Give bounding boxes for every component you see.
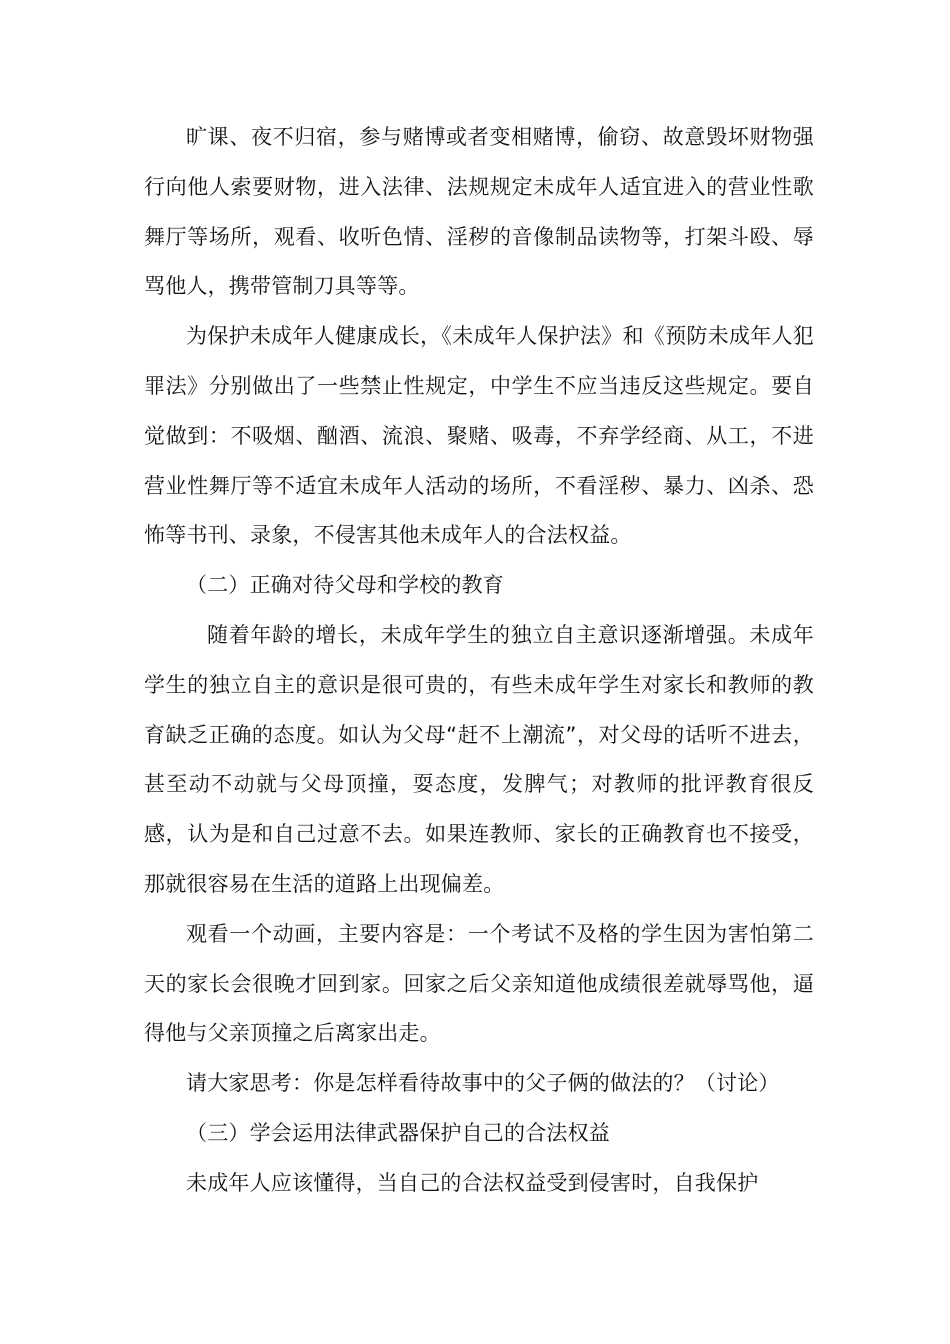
paragraph-discussion-prompt: 请大家思考：你是怎样看待故事中的父子俩的做法的？（讨论） [186,1071,780,1096]
paragraph-self-protection: 未成年人应该懂得，当自己的合法权益受到侵害时，自我保护 [186,1170,759,1195]
paragraph-protection-laws: 为保护未成年人健康成长，《未成年人保护法》和《预防未成年人犯罪法》分别做出了一些禁止性规定，中学生不应当违反这些规定。要自觉做到：不吸烟、酗酒、流浪、聚赌、吸毒，不弃学经商、从工，不进营业性舞厅等不适宜未成年人活动的场所，不看淫秽、暴力、凶杀、恐怖等书刊、录象，不侵害其他未成年人的合法权益。 [144,324,814,548]
section-heading-2: （二）正确对待父母和学校的教育 [186,573,504,598]
paragraph-prohibited-behaviors: 旷课、夜不归宿，参与赌博或者变相赌博，偷窃、故意毁坏财物强行向他人索要财物，进入法律、法规规定未成年人适宜进入的营业性歌舞厅等场所，观看、收听色情、淫秽的音像制品读物等，打架斗殴、辱骂他人，携带管制刀具等等。 [144,125,814,299]
paragraph-animation: 观看一个动画，主要内容是：一个考试不及格的学生因为害怕第二天的家长会很晚才回到家。回家之后父亲知道他成绩很差就辱骂他，逼得他与父亲顶撞之后离家出走。 [144,921,814,1046]
document-body [144,113,814,1209]
section-heading-3: （三）学会运用法律武器保护自己的合法权益 [186,1120,610,1145]
paragraph-independence: 随着年龄的增长，未成年学生的独立自主意识逐渐增强。未成年学生的独立自主的意识是很可贵的，有些未成年学生对家长和教师的教育缺乏正确的态度。如认为父母“赶不上潮流”，对父母的话听不进去，甚至动不动就与父母顶撞，耍态度，发脾气；对教师的批评教育很反感，认为是和自己过意不去。如果连教师、家长的正确教育也不接受，那就很容易在生活的道路上出现偏差。 [144,622,814,896]
